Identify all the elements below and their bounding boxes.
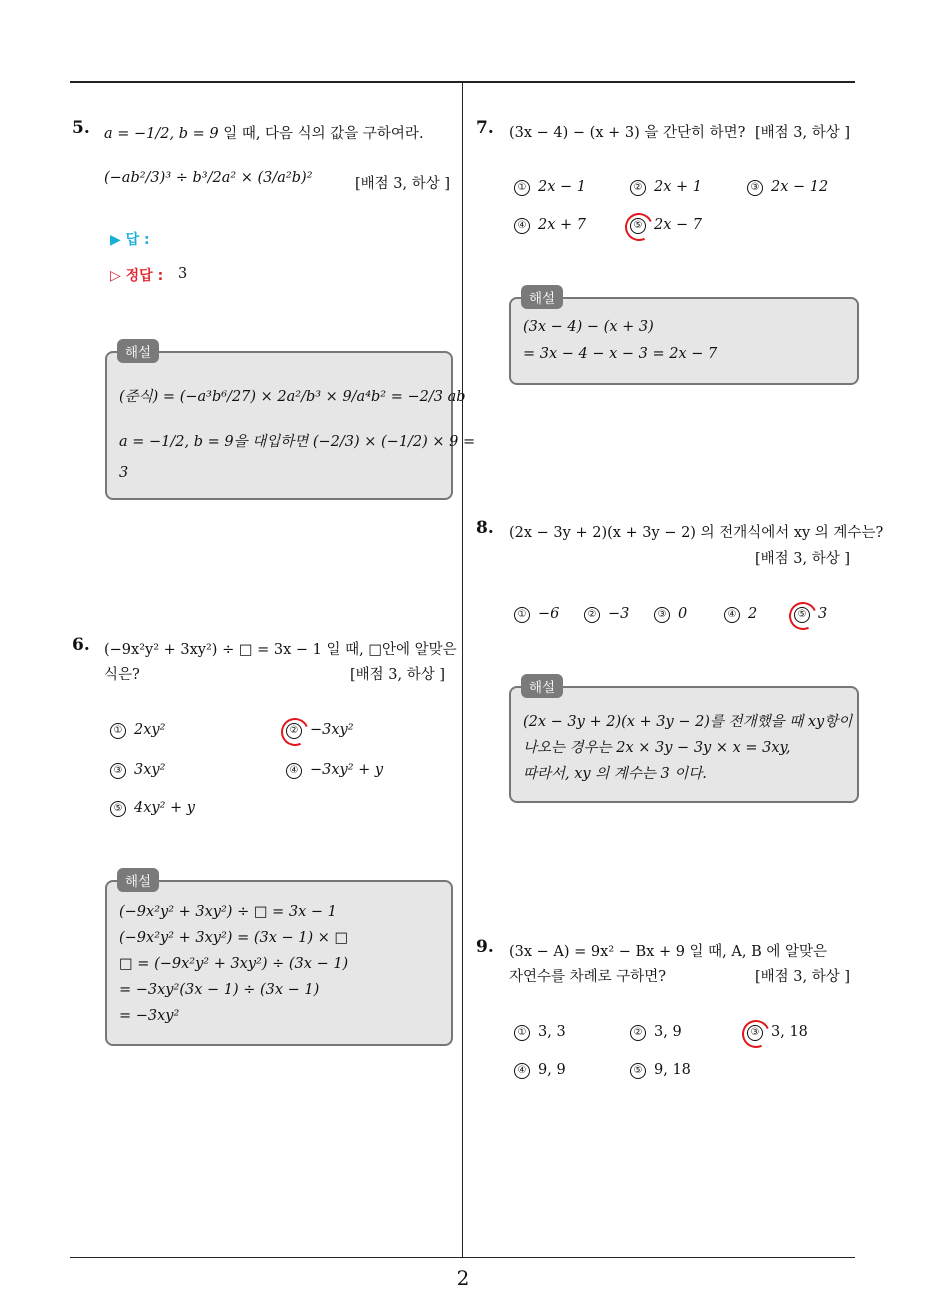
- q7-choice-2[interactable]: [630, 179, 702, 196]
- q6-solution-tab: 해설: [117, 868, 159, 892]
- choice-text: 0: [678, 606, 688, 622]
- q8-choice-2[interactable]: [584, 606, 629, 623]
- choice-text: 2x + 1: [654, 179, 702, 195]
- q6-sol-line-1: (−9x²y² + 3xy²) ÷ □ = 3x − 1: [119, 904, 337, 920]
- choice-text: 9, 9: [538, 1062, 566, 1078]
- q6-number: 6.: [72, 635, 90, 655]
- choice-text: 9, 18: [654, 1062, 691, 1078]
- choice-number-icon: ②: [584, 607, 600, 623]
- q5-expression: (−ab²/3)³ ÷ b³/2a² × (3/a²b)²: [104, 170, 313, 186]
- choice-number-icon-marked: ③: [747, 1025, 763, 1041]
- choice-text: 3, 18: [771, 1024, 808, 1040]
- q7-score-meta: [배점 3, 하상 ]: [755, 125, 851, 141]
- q9-choice-3[interactable]: [747, 1024, 808, 1041]
- choice-number-icon: ③: [747, 180, 763, 196]
- q7-prompt: (3x − 4) − (x + 3) 을 간단히 하면?: [509, 125, 746, 141]
- q9-choice-2[interactable]: [630, 1024, 682, 1041]
- q5-score-meta: [배점 3, 하상 ]: [355, 176, 451, 192]
- choice-number-icon: ⑤: [110, 801, 126, 817]
- q6-choice-2[interactable]: [286, 722, 354, 739]
- q7-solution-box: [509, 291, 859, 385]
- q9-prompt-line-2: 자연수를 차례로 구하면?: [509, 969, 667, 985]
- choice-number-icon: ②: [630, 180, 646, 196]
- q5-sol-line-1: (준식) = (−a³b⁶/27) × 2a²/b³ × 9/a⁴b² = −2/3 ab: [119, 389, 466, 405]
- choice-number-icon: ①: [514, 1025, 530, 1041]
- q5-solution-box: [105, 345, 476, 500]
- q6-choice-3[interactable]: [110, 762, 165, 779]
- choice-number-icon-marked: ⑤: [630, 218, 646, 234]
- choice-text: 2x − 12: [771, 179, 829, 195]
- q8-score-meta: [배점 3, 하상 ]: [755, 551, 851, 567]
- q5-correct-value: 3: [178, 266, 188, 282]
- q7-choice-3[interactable]: [747, 179, 828, 196]
- q8-number: 8.: [476, 518, 494, 538]
- page-number: 2: [456, 1266, 470, 1290]
- q6-choice-5[interactable]: [110, 800, 195, 817]
- choice-number-icon: ③: [110, 763, 126, 779]
- choice-number-icon: ④: [514, 1063, 530, 1079]
- choice-text: 2: [748, 606, 758, 622]
- q9-number: 9.: [476, 937, 494, 957]
- choice-text: 3xy²: [134, 762, 166, 778]
- q8-choice-1[interactable]: [514, 606, 559, 623]
- q5-number: 5.: [72, 118, 90, 138]
- q8-prompt: (2x − 3y + 2)(x + 3y − 2) 의 전개식에서 xy 의 계수는?: [509, 525, 884, 541]
- choice-text: 2x + 7: [538, 217, 586, 233]
- q6-sol-line-5: = −3xy²: [119, 1008, 180, 1024]
- choice-number-icon: ④: [724, 607, 740, 623]
- choice-text: −6: [538, 606, 560, 622]
- choice-text: 2x − 7: [654, 217, 702, 233]
- q6-score-meta: [배점 3, 하상 ]: [350, 667, 446, 683]
- q6-prompt-line-1: (−9x²y² + 3xy²) ÷ □ = 3x − 1 일 때, □안에 알맞은: [104, 642, 457, 658]
- q5-sol-line-2: a = −1/2, b = 9을 대입하면 (−2/3) × (−1/2) × 9 =: [119, 434, 476, 450]
- choice-number-icon: ⑤: [630, 1063, 646, 1079]
- q7-choice-5[interactable]: [630, 217, 702, 234]
- choice-number-icon: ④: [286, 763, 302, 779]
- q6-choice-4[interactable]: [286, 762, 383, 779]
- choice-text: 2x − 1: [538, 179, 586, 195]
- q6-sol-line-2: (−9x²y² + 3xy²) = (3x − 1) × □: [119, 930, 349, 946]
- choice-number-icon: ④: [514, 218, 530, 234]
- q6-prompt-line-2: 식은?: [104, 667, 140, 683]
- q8-sol-line-2: 나오는 경우는 2x × 3y − 3y × x = 3xy,: [523, 740, 791, 756]
- q8-solution-box: [509, 680, 859, 803]
- q6-sol-line-3: □ = (−9x²y² + 3xy²) ÷ (3x − 1): [119, 956, 349, 972]
- q8-sol-line-1: (2x − 3y + 2)(x + 3y − 2)를 전개했을 때 xy항이: [523, 714, 853, 730]
- choice-text: 3, 3: [538, 1024, 566, 1040]
- q9-choice-5[interactable]: [630, 1062, 691, 1079]
- q7-sol-line-2: = 3x − 4 − x − 3 = 2x − 7: [523, 346, 718, 362]
- q8-sol-line-3: 따라서, xy 의 계수는 3 이다.: [523, 766, 707, 782]
- q9-choice-1[interactable]: [514, 1024, 566, 1041]
- choice-text: 4xy² + y: [134, 800, 195, 816]
- q7-sol-line-1: (3x − 4) − (x + 3): [523, 319, 654, 335]
- q8-choice-3[interactable]: [654, 606, 687, 623]
- choice-number-icon: ②: [630, 1025, 646, 1041]
- column-divider: [462, 82, 463, 1258]
- q7-choice-1[interactable]: [514, 179, 586, 196]
- q5-answer-label: ▶ 답 :: [110, 232, 150, 248]
- bottom-rule: [70, 1257, 855, 1258]
- q9-choice-4[interactable]: [514, 1062, 566, 1079]
- choice-number-icon: ③: [654, 607, 670, 623]
- q8-solution-tab: 해설: [521, 674, 563, 698]
- q9-score-meta: [배점 3, 하상 ]: [755, 969, 851, 985]
- q5-sol-line-3: 3: [119, 465, 129, 481]
- q7-number: 7.: [476, 118, 494, 138]
- q5-condition: a = −1/2, b = 9: [104, 126, 219, 142]
- choice-number-icon-marked: ⑤: [794, 607, 810, 623]
- q6-choice-1[interactable]: [110, 722, 165, 739]
- q7-choice-4[interactable]: [514, 217, 586, 234]
- choice-number-icon: ①: [514, 180, 530, 196]
- q5-prompt-text: 일 때, 다음 식의 값을 구하여라.: [223, 126, 424, 142]
- q5-prompt: [104, 122, 424, 143]
- q6-sol-line-4: = −3xy²(3x − 1) ÷ (3x − 1): [119, 982, 320, 998]
- choice-number-icon-marked: ②: [286, 723, 302, 739]
- q7-solution-tab: 해설: [521, 285, 563, 309]
- q8-choice-4[interactable]: [724, 606, 757, 623]
- q9-prompt-line-1: (3x − A) = 9x² − Bx + 9 일 때, A, B 에 알맞은: [509, 944, 827, 960]
- q5-correct-label: ▷ 정답 :: [110, 268, 164, 284]
- choice-number-icon: ①: [110, 723, 126, 739]
- choice-text: −3xy²: [310, 722, 354, 738]
- q6-solution-box: [105, 874, 453, 1046]
- choice-number-icon: ①: [514, 607, 530, 623]
- choice-text: −3: [608, 606, 630, 622]
- choice-text: 3, 9: [654, 1024, 682, 1040]
- choice-text: −3xy² + y: [310, 762, 384, 778]
- choice-text: 3: [818, 606, 828, 622]
- q8-choice-5[interactable]: [794, 606, 827, 623]
- q5-solution-tab: 해설: [117, 339, 159, 363]
- choice-text: 2xy²: [134, 722, 166, 738]
